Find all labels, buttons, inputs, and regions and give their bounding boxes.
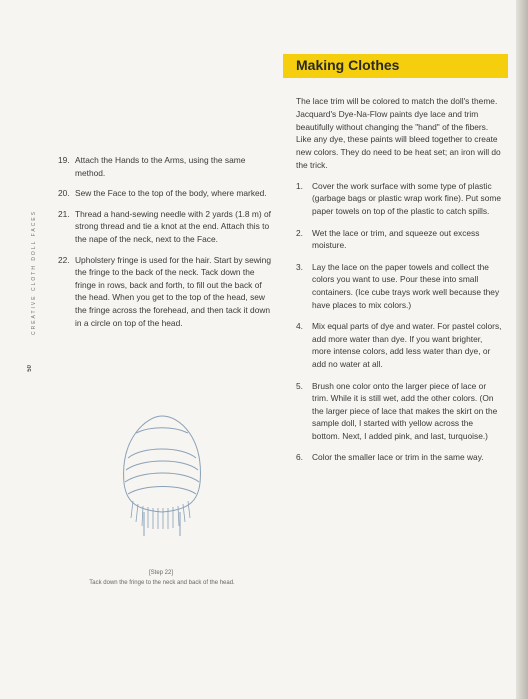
step-item xyxy=(296,261,502,311)
step-number: 3. xyxy=(296,261,303,272)
step-number: 1. xyxy=(296,180,303,191)
page-number: 50 xyxy=(27,365,33,372)
figure-caption: Tack down the fringe to the neck and back of the head. xyxy=(89,580,235,586)
step-item xyxy=(58,154,272,179)
step-text: Mix equal parts of dye and water. For pastel colors, add more water than dye. If you want brighter, more intense colors, add less water than dye, or add no water at all. xyxy=(312,321,502,369)
figure-label: [Step 22] xyxy=(148,570,174,576)
step-number: 4. xyxy=(296,321,303,332)
step-text: Thread a hand-sewing needle with 2 yards (1.8 m) of strong thread and tie a knot at the end. Attach this to the nape of the neck, next to the Face. xyxy=(75,208,271,244)
step-number: 21. xyxy=(58,208,70,219)
step-item xyxy=(296,451,502,464)
section-header-bar xyxy=(283,54,508,78)
left-column xyxy=(58,154,272,337)
step-item xyxy=(58,254,272,330)
step-item xyxy=(296,180,502,218)
step-item xyxy=(296,227,502,252)
step-item xyxy=(58,208,272,246)
intro-paragraph: The lace trim will be colored to match the doll's theme. Jacquard's Dye-Na-Flow paints dye lace and trim beautifully without changing the "hand" of the fibers. Like any dye, these paints will bleed together to create new colors. They do need to be heat set; an iron will do the trick. xyxy=(296,96,501,170)
step-number: 5. xyxy=(296,380,303,391)
step-text: Cover the work surface with some type of plastic (garbage bags or plastic wrap work fine). Put some paper towels on top of the plastic to catch spills. xyxy=(312,180,501,216)
step-text: Lay the lace on the paper towels and collect the colors you want to use. Pour these into small containers. (Ice cube trays work well because they have places to mix colors.) xyxy=(312,261,500,310)
step-text: Upholstery fringe is used for the hair. Start by sewing the fringe to the back of the neck. Tack down the fringe in rows, back and forth, to fill out the back of the head. When you get to the top of the head, sew the fringe across the forehead, and then tack it down in a circle on top of the head. xyxy=(75,254,271,328)
step-text: Brush one color onto the larger piece of lace or trim. While it is still wet, add the other colors. (On the larger piece of lace that makes the skirt on the sample doll, I started with yellow across the bottom. Next, I added pink, and last, turquoise.) xyxy=(312,380,498,441)
step-number: 19. xyxy=(58,155,70,165)
right-column xyxy=(296,95,502,473)
page-edge-shadow xyxy=(516,0,528,699)
head-fringe-illustration xyxy=(102,408,222,573)
step-number: 2. xyxy=(296,227,303,238)
step-text: Attach the Hands to the Arms, using the same method. xyxy=(75,155,246,178)
step-text: Wet the lace or trim, and squeeze out excess moisture. xyxy=(312,227,480,251)
step-text: Sew the Face to the top of the body, where marked. xyxy=(75,188,267,199)
step-number: 6. xyxy=(296,452,303,463)
step-item xyxy=(296,380,502,443)
section-title: Making Clothes xyxy=(296,57,400,73)
step-text: Color the smaller lace or trim in the same way. xyxy=(312,452,484,463)
step-number: 22. xyxy=(58,254,70,265)
step-number: 20. xyxy=(58,188,70,199)
step-item xyxy=(296,320,502,370)
running-head: CREATIVE CLOTH DOLL FACES xyxy=(31,210,37,336)
step-item xyxy=(58,187,272,200)
